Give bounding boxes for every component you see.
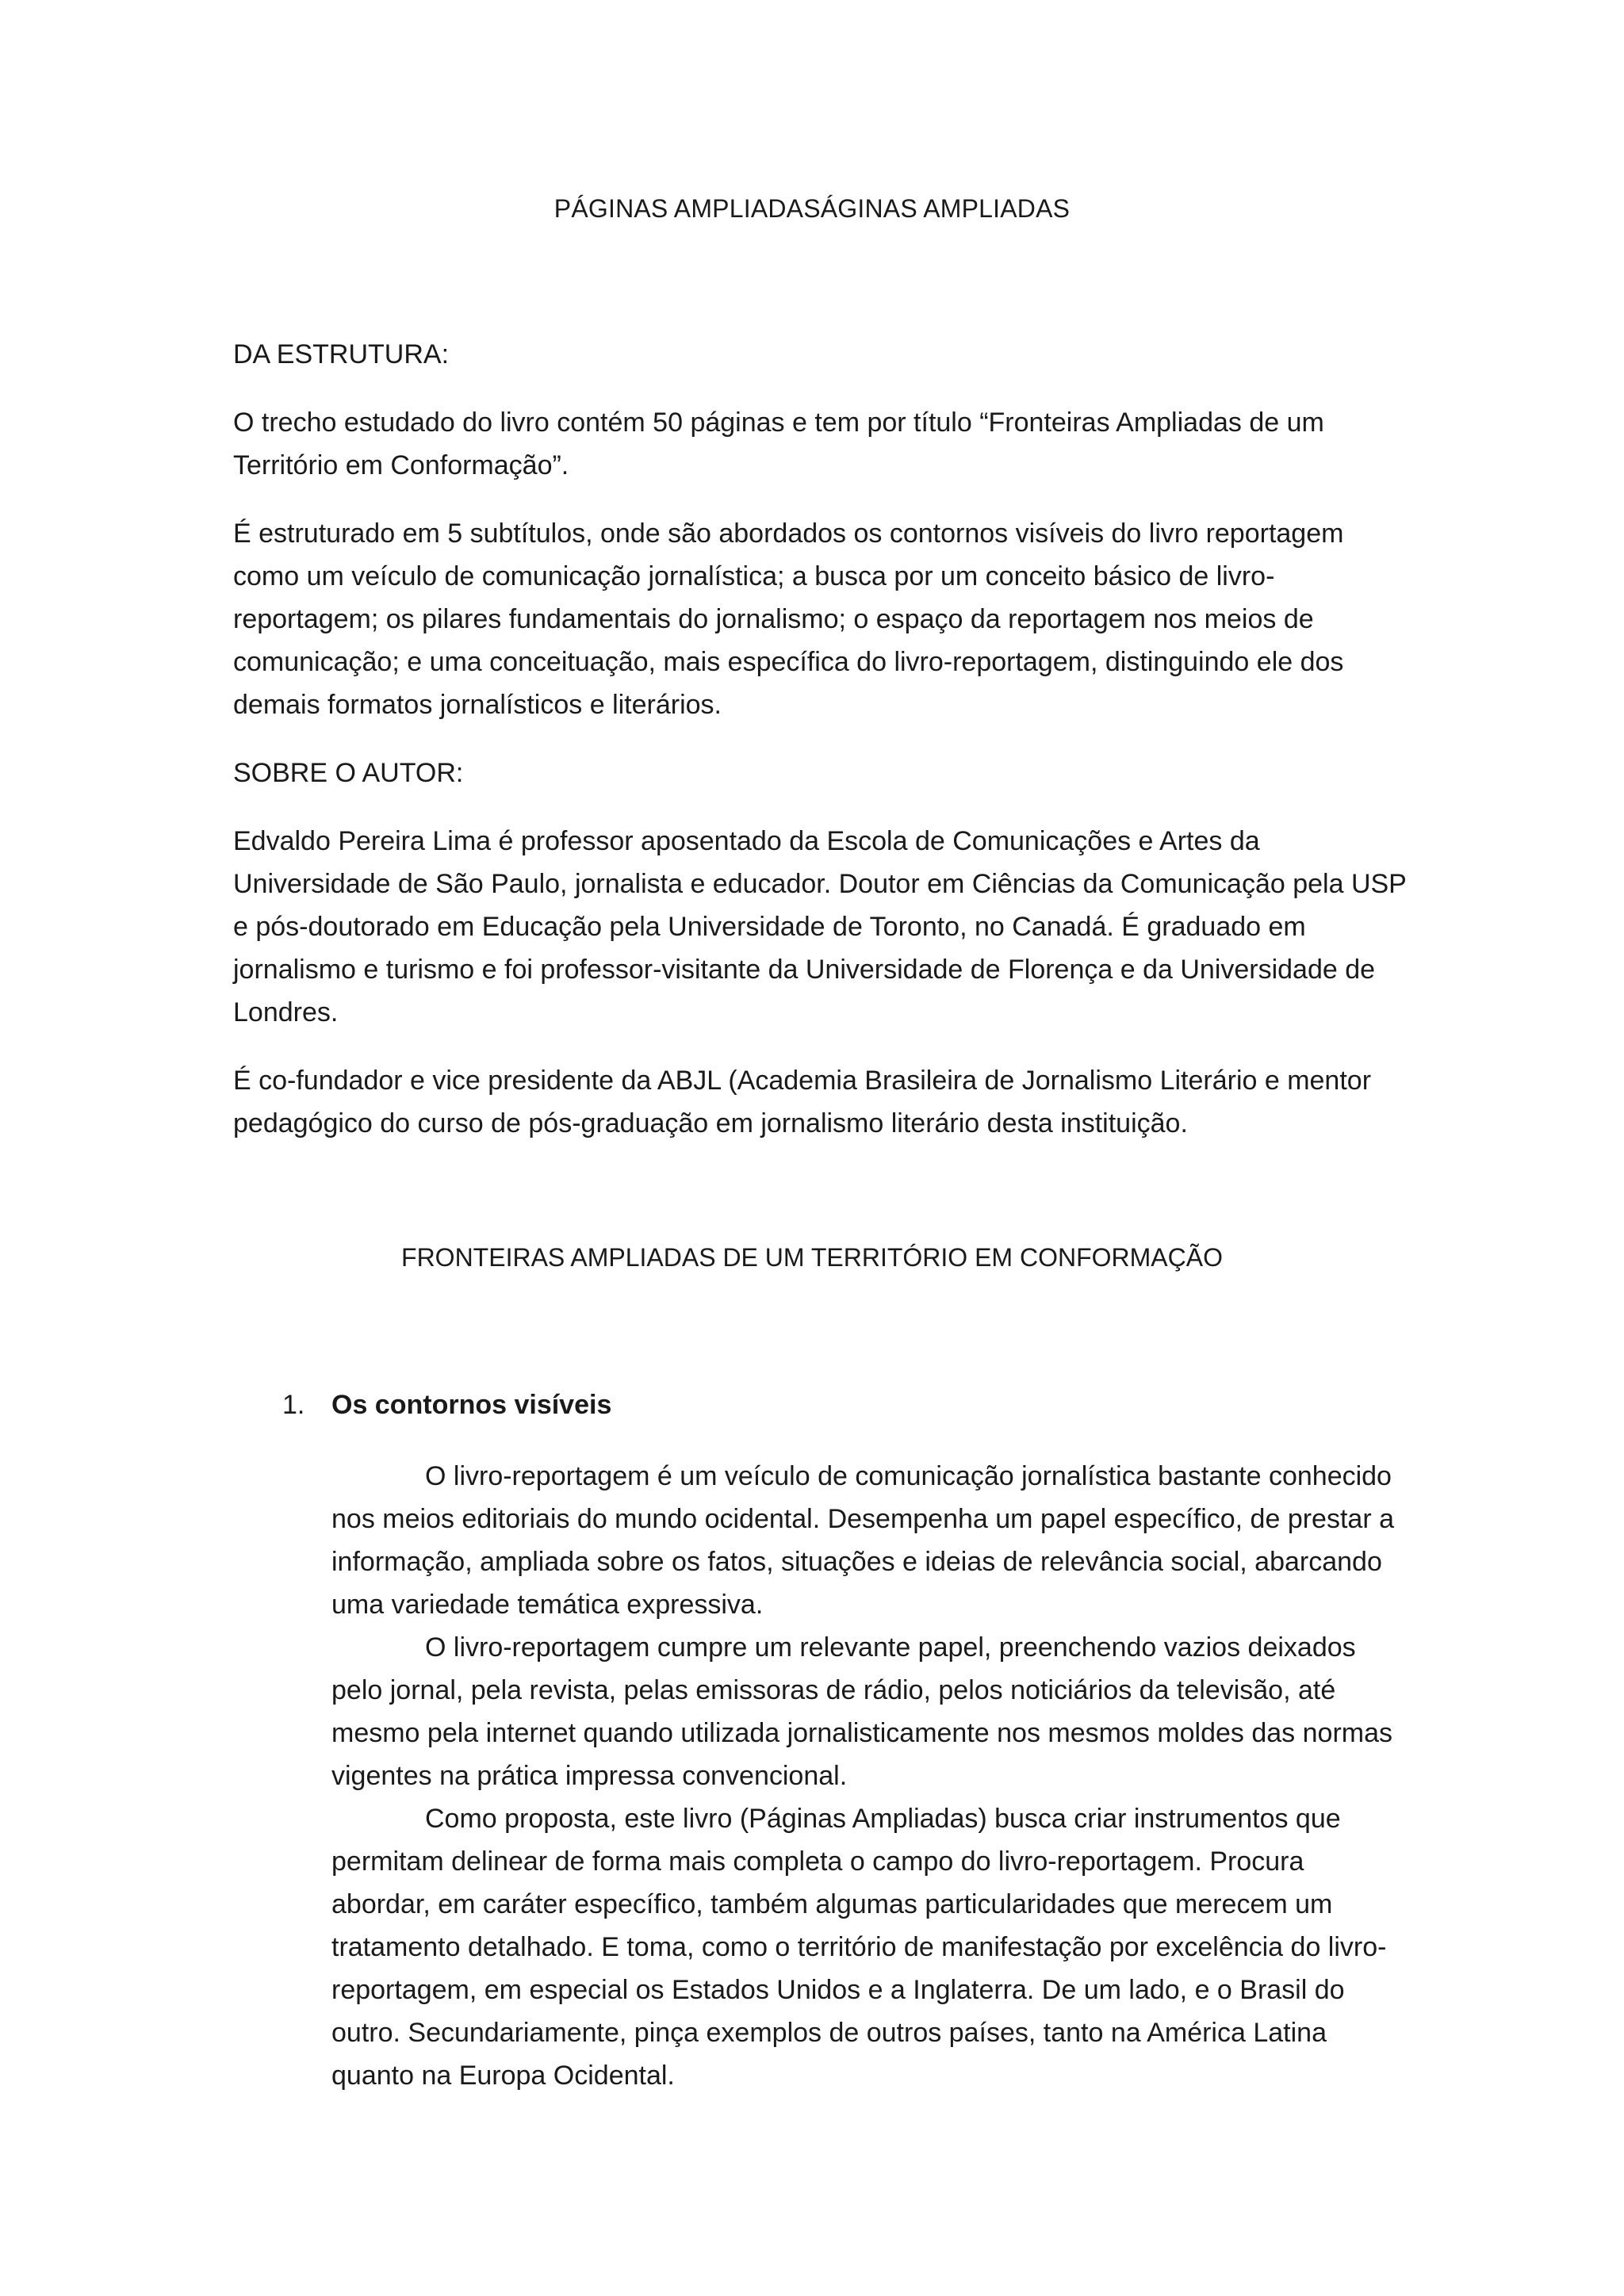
section-number: 1.	[282, 1390, 305, 1420]
section-paragraph: O livro-reportagem cumpre um relevante papel, preenchendo vazios deixados pelo jornal, pela revista, pelas emissoras de rádio, pelos noticiários da televisão, até mesmo pela internet quando utilizada jornalisticamente nos mesmos moldes das normas vigentes na prática impressa convencional.	[331, 1632, 1393, 1791]
section-paragraph: O livro-reportagem é um veículo de comunicação jornalística bastante conhecido nos meios editoriais do mundo ocidental. Desempenha um papel específico, de prestar a informação, ampliada sobre os fatos, situações e ideias de relevância social, abarcando uma variedade temática expressiva.	[331, 1461, 1394, 1620]
author-paragraph: É co-fundador e vice presidente da ABJL (Academia Brasileira de Jornalismo Literário e mentor pedagógico do curso de pós-graduação em jornalismo literário desta instituição.	[233, 1066, 1372, 1138]
author-paragraph: Edvaldo Pereira Lima é professor aposentado da Escola de Comunicações e Artes da Universidade de São Paulo, jornalista e educador. Doutor em Ciências da Comunicação pela USP e pós-doutorado em Educação pela Universidade de Toronto, no Canadá. É graduado em jornalismo e turismo e foi professor-visitante da Universidade de Florença e da Universidade de Londres.	[233, 826, 1407, 1027]
author-heading: SOBRE O AUTOR:	[233, 758, 464, 788]
structure-paragraph: O trecho estudado do livro contém 50 páginas e tem por título “Fronteiras Ampliadas de um Território em Conformação”.	[233, 408, 1324, 480]
document-title: PÁGINAS AMPLIADASÁGINAS AMPLIADAS	[553, 194, 1071, 223]
section-heading-text: Os contornos visíveis	[331, 1390, 612, 1420]
intro-block	[233, 333, 1407, 1170]
structure-heading: DA ESTRUTURA:	[233, 339, 450, 369]
section-body	[331, 1455, 1406, 2097]
numbered-section	[282, 1383, 1408, 2097]
structure-paragraph: É estruturado em 5 subtítulos, onde são abordados os contornos visíveis do livro reportagem como um veículo de comunicação jornalística; a busca por um conceito básico de livro-reportagem; os pilares fundamentais do jornalismo; o espaço da reportagem nos meios de comunicação; e uma conceituação, mais específica do livro-reportagem, distinguindo ele dos demais formatos jornalísticos e literários.	[233, 519, 1344, 720]
section-paragraph: Como proposta, este livro (Páginas Ampliadas) busca criar instrumentos que permitam delinear de forma mais completa o campo do livro-reportagem. Procura abordar, em caráter específico, também algumas particularidades que merecem um tratamento detalhado. E toma, como o território de manifestação por excelência do livro-reportagem, em especial os Estados Unidos e a Inglaterra. De um lado, e o Brasil do outro. Secundariamente, pinça exemplos de outros países, tanto na América Latina quanto na Europa Ocidental.	[331, 1804, 1387, 2091]
section-title: FRONTEIRAS AMPLIADAS DE UM TERRITÓRIO EM CONFORMAÇÃO	[401, 1243, 1223, 1272]
section-heading	[282, 1383, 1408, 1426]
